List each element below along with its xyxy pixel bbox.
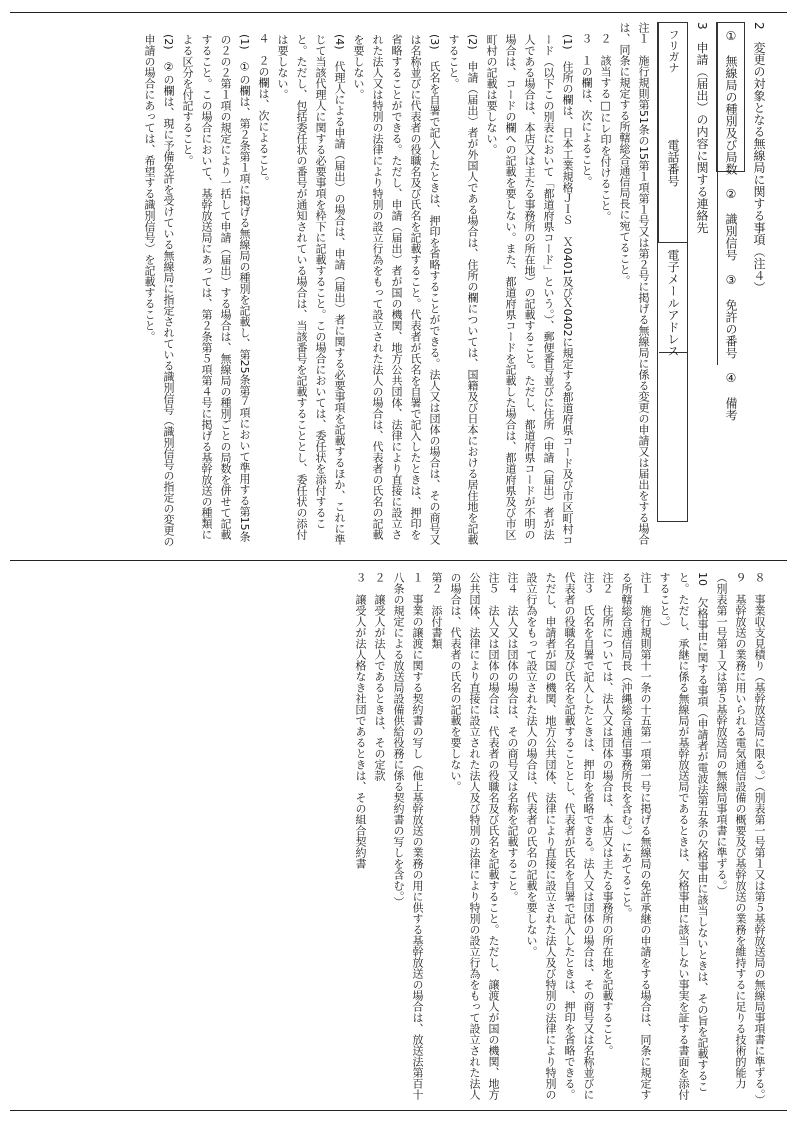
contact-row-email bbox=[659, 243, 687, 357]
section2-row-2: ② 識別信号 bbox=[717, 181, 744, 267]
attachment-1: １ 事業の譲渡に関する契約書の写し（他上基幹放送の業務の用に供する基幹放送の場合は、放送法第百十八条の規定による放送局設備供給役務に係る契約書の写しを含む。） bbox=[392, 572, 424, 1100]
contact-email-label: 電子メールアドレス bbox=[659, 243, 687, 353]
note-4: ４ ２の欄は、次によること。 bbox=[257, 22, 270, 187]
note-3-2: (2) 申請（届出）者が外国人である場合は、住所の欄については、国籍及び日本における居住地を記載すること。 bbox=[447, 34, 479, 545]
lower-note-2: 注２ 住所については、法人又は団体の場合は、本店又は主たる事務所の所在地を記載すること。 bbox=[601, 572, 614, 1056]
section2-row-1: ① 無線局の種別及び局数 bbox=[717, 23, 744, 181]
upper-panel bbox=[20, 22, 769, 550]
item-10: 10 欠格事由に関する事項（申請者が電波法第五条の欠格事由に該当しないときは、その旨を記載すること。ただし、承継に係る無線局が基幹放送局であるときは、欠格事由に該当しない事実を証する書面を添付すること。） bbox=[658, 572, 709, 1100]
lower-note-3: 注３ 氏名を自署で記入したときは、押印を省略できる。法人又は団体の場合は、その商号又は名称並びに代表者の役職名及び氏名を記載することとし、代表者が氏名を自署で記入したときは、押印を省略できる。ただし、申請者が国の機関、地方公共団体、法律により直接に設立された法人及び特別の法律により特別の設立行為をもって設立された法人の場合は、代表者の氏名の記載を要しない。 bbox=[525, 572, 595, 1100]
note-3-1: (1) 住所の欄は、日本工業規格ＪＩＳ Ｘ0401及びＸ0402に規定する都道府県コード及び市区町村コード（以下この別表において「都道府県コード」という。）、郵便番号並びに住所（申請（届出）者が法人である場合は、本店又は主たる事務所の所在地）の記載すること。ただし、都道府県コードが不明の場合は、コードの欄への記載を要しない。また、都道府県コードを記載した場合は、都道府県及び市区町村の記載は要しない。 bbox=[485, 34, 574, 546]
contact-row-phone bbox=[658, 133, 687, 243]
attachment-2: ２ 譲受人が法人であるときは、その定款 bbox=[373, 572, 386, 781]
attachment-3: ３ 譲受人が法人格なき社団であるときは、その組合契約書 bbox=[354, 572, 367, 869]
note-3-4: (4) 代理人による申請（届出）の場合は、申請（届出）者に関する必要事項を記載するほか、これに準じて当該代理人に関する必要事項を枠下に記載すること。この場合においては、委任状を添付すること。ただし、包括委任状の番号が通知されている場合は、当該番号を記載することとし、委任状の添付は要しない。 bbox=[276, 34, 346, 545]
contact-phone-label: 電話番号 bbox=[659, 133, 687, 243]
attachments-title: 第２ 添付書類 bbox=[430, 572, 443, 649]
note-2: ２ 該当する□にレ印を付けること。 bbox=[599, 22, 612, 222]
note-3: ３ １の欄は、次によること。 bbox=[580, 22, 593, 187]
contact-row-name bbox=[658, 23, 687, 133]
lower-panel bbox=[20, 572, 769, 1106]
section2-table bbox=[716, 22, 745, 421]
note-4-2: (2) ②の欄は、現に予備免許を受けている無線局に指定されている識別信号（識別信号の指定の変更の申請の場合にあっては、希望する識別信号）を記載すること。 bbox=[143, 34, 175, 547]
item-9: ９ 基幹放送の業務に用いられる電気通信設備の概要及び基幹放送の業務を維持するに足りる技術的能力（別表第一号第１又は第５基幹放送局の無線局事項書に準ずる。） bbox=[715, 572, 747, 1089]
upper-notes bbox=[140, 22, 653, 550]
section3-table bbox=[657, 22, 688, 522]
section3-title: 3 申請（届出）の内容に関する連絡先 bbox=[695, 22, 709, 234]
middle-rule bbox=[10, 560, 787, 561]
top-rule bbox=[10, 12, 787, 13]
bottom-rule bbox=[10, 1110, 787, 1111]
item-8: ８ 事業収支見積り（基幹放送局に限る。）（別表第一号第１又は第５基幹放送局の無線局事項書に準ずる。） bbox=[753, 572, 766, 1106]
section2-row-3: ③ 免許の番号 bbox=[717, 267, 744, 365]
note-3-3: (3) 氏名を自署で記入したときは、押印を省略することができる。法人又は団体の場合は、その商号又は名称並びに代表者の役職名及び氏名を記載すること。代表者が氏名を自署で記入したときは、押印を省略することができる。ただし、申請（届出）者が国の機関、地方公共団体、法律により直接に設立された法人又は特別の法律により特別の設立行為をもって設立された法人の場合は、代表者の氏名の記載を要しない。 bbox=[352, 34, 441, 545]
lower-note-4: 注４ 法人又は団体の場合は、その商号又は名称を記載すること。 bbox=[506, 572, 519, 902]
lower-note-1: 注１ 施行規則第十一条の十五第一項第一号に掲げる無線局の免許承継の申請をする場合は、同条に規定する所轄総合通信局長（沖縄総合通信事務所長を含む。）にあてること。 bbox=[620, 572, 652, 1100]
contact-name-field[interactable]: フリガナ bbox=[667, 29, 680, 73]
note-1: 注１ 施行規則第51条の15第１項第１号又は第２号に掲げる無線局に係る変更の申請又は届出をする場合は、同条に規定する所轄総合通信局長に宛てること。 bbox=[618, 22, 650, 545]
section2-title: 2 変更の対象となる無線局に関する事項（注４） bbox=[752, 22, 766, 294]
section2-row-4: ④ 備考 bbox=[724, 371, 738, 421]
note-4-1: (1) ①の欄は、第２条第１項に掲げる無線局の種別を記載し、第25条第７項において準用する第15条の２の２第１項の規定により一括して申請（届出）する場合は、無線局の種別ごとの局数を併せて記載すること。この場合において、基幹放送局にあっては、第２条第５項第４号に掲げる基幹放送の種類による区分を付記すること。 bbox=[181, 34, 251, 542]
lower-note-5: 注５ 法人又は団体の場合は、代表者の役職名及び氏名を記載すること。ただし、譲渡人が国の機関、地方公共団体、法律により直接に設立された法人及び特別の法律により特別の設立行為をもって設立された法人の場合は、代表者の氏名の記載を要しない。 bbox=[449, 572, 500, 1100]
